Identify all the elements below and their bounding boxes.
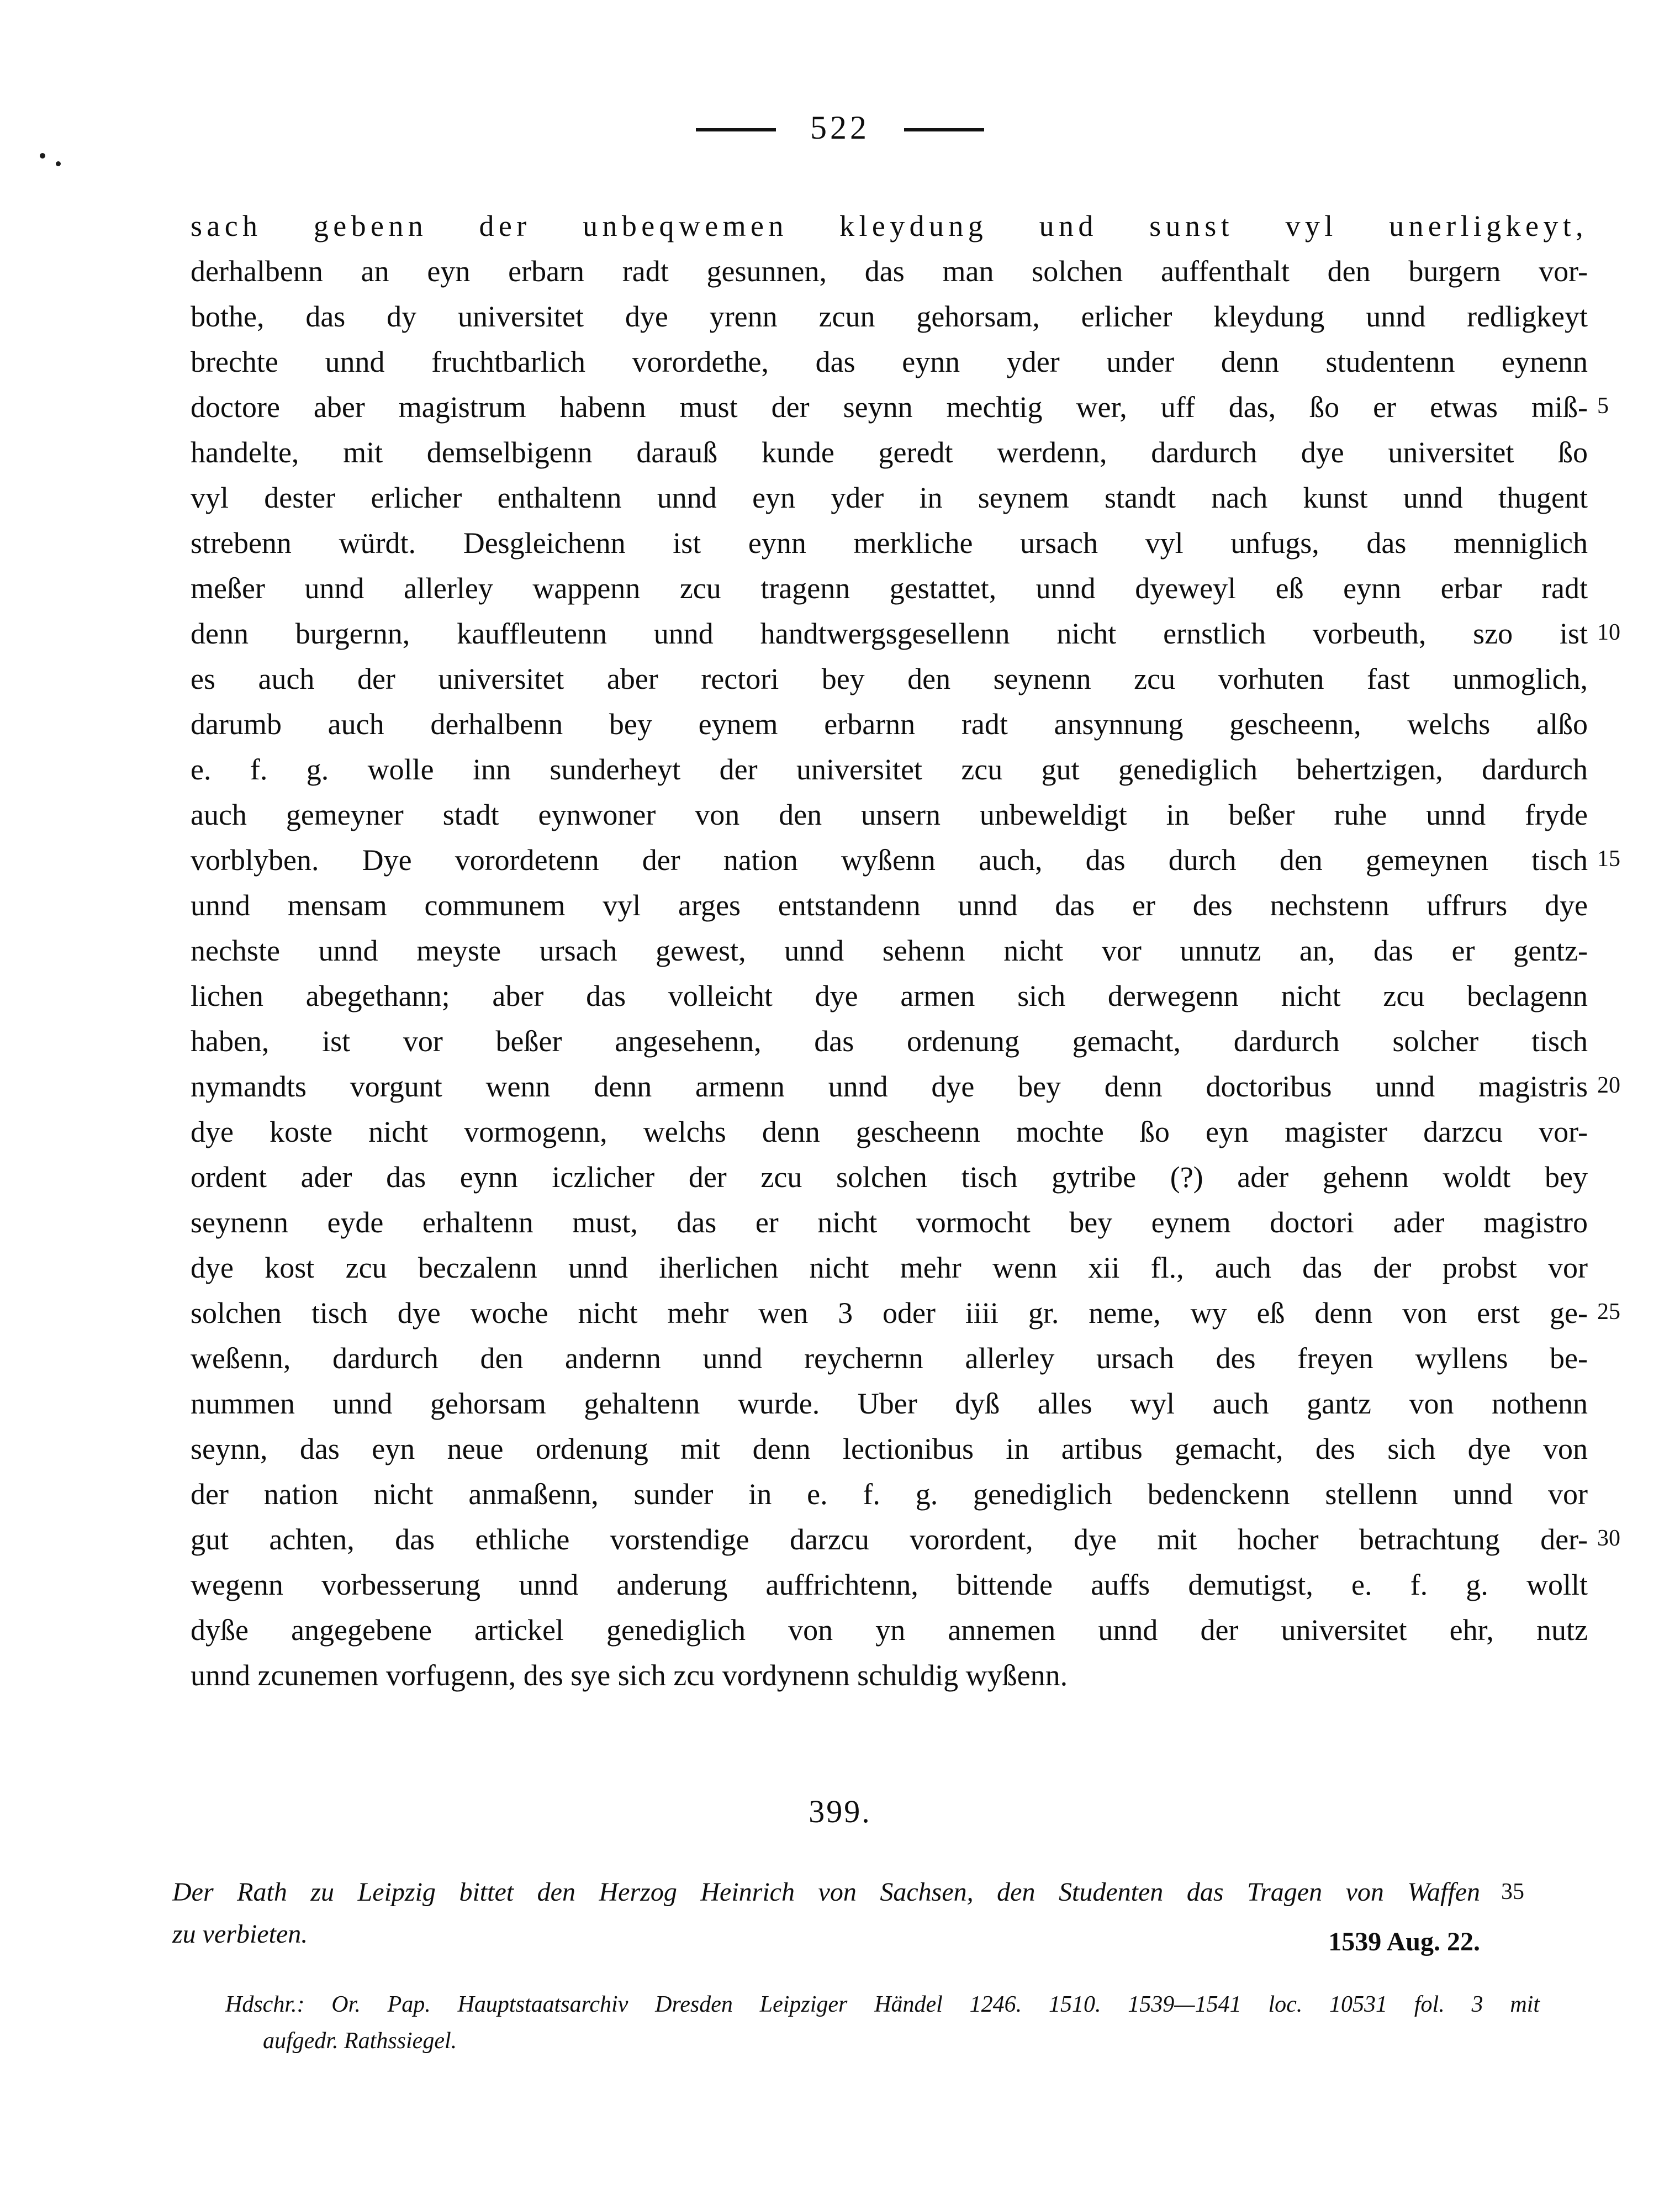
text-line: solchen tisch dye woche nicht mehr wen 3 oder iiii gr. neme, wy eß denn von erst ge- [191, 1296, 1588, 1330]
header-rule-left [696, 128, 776, 131]
margin-line-number: 25 [1597, 1299, 1620, 1325]
text-line: auch gemeyner stadt eynwoner von den unsern unbeweldigt in beßer ruhe unnd fryde [191, 798, 1588, 831]
text-line: unnd mensam communem vyl arges entstandenn unnd das er des nechstenn uffrurs dye [191, 889, 1588, 922]
source-note-line: Hdschr.: Or. Pap. Hauptstaatsarchiv Dresden Leipziger Händel 1246. 1510. 1539—1541 loc. 10531 fol. 3 mit [225, 1992, 1540, 2017]
document-date: 1539 Aug. 22. [1328, 1927, 1480, 1956]
page-number: 522 [810, 109, 870, 146]
margin-line-number: 10 [1597, 620, 1620, 645]
margin-line-number: 20 [1597, 1073, 1620, 1098]
text-line: der nation nicht anmaßenn, sunder in e. f. g. genediglich bedenckenn stellenn unnd vor [191, 1478, 1588, 1511]
ink-speck [40, 153, 45, 159]
text-line: lichen abegethann; aber das volleicht dye armen sich derwegenn nicht zcu beclagenn [191, 979, 1588, 1012]
text-line: ordent ader das eynn iczlicher der zcu solchen tisch gytribe (?) ader gehenn woldt bey [191, 1161, 1588, 1194]
text-line: bothe, das dy universitet dye yrenn zcun gehorsam, erlicher kleydung unnd redligkeyt [191, 300, 1588, 333]
text-line: doctore aber magistrum habenn must der seynn mechtig wer, uff das, ßo er etwas miß- [191, 391, 1588, 424]
regest-line: zu verbieten. [172, 1919, 308, 1949]
section-number: 399. [809, 1794, 871, 1829]
page-header [0, 109, 1680, 146]
margin-line-number: 35 [1501, 1879, 1524, 1905]
text-line: es auch der universitet aber rectori bey den seynenn zcu vorhuten fast unmoglich, [191, 662, 1588, 695]
margin-line-number: 30 [1597, 1526, 1620, 1551]
regest-line: Der Rath zu Leipzig bittet den Herzog Heinrich von Sachsen, den Studenten das Tragen von Waffen [172, 1877, 1480, 1907]
text-line: nymandts vorgunt wenn denn armenn unnd dye bey denn doctoribus unnd magistris [191, 1070, 1588, 1103]
text-line: weßenn, dardurch den andernn unnd reychernn allerley ursach des freyen wyllens be- [191, 1342, 1588, 1375]
text-line: nummen unnd gehorsam gehaltenn wurde. Uber dyß alles wyl auch gantz von nothenn [191, 1387, 1588, 1420]
text-line: seynenn eyde erhaltenn must, das er nicht vormocht bey eynem doctori ader magistro [191, 1206, 1588, 1239]
text-line: e. f. g. wolle inn sunderheyt der universitet zcu gut genediglich behertzigen, dardurch [191, 753, 1588, 786]
text-line: wegenn vorbesserung unnd anderung auffrichtenn, bittende auffs demutigst, e. f. g. wollt [191, 1568, 1588, 1601]
margin-line-number: 5 [1597, 393, 1609, 419]
text-line: handelte, mit demselbigenn darauß kunde geredt werdenn, dardurch dye universitet ßo [191, 436, 1588, 469]
text-line: dyße angegebene artickel genediglich von yn annemen unnd der universitet ehr, nutz [191, 1613, 1588, 1647]
text-line: meßer unnd allerley wappenn zcu tragenn gestattet, unnd dyeweyl eß eynn erbar radt [191, 572, 1588, 605]
margin-line-number: 15 [1597, 846, 1620, 872]
text-line: denn burgernn, kauffleutenn unnd handtwergsgesellenn nicht ernstlich vorbeuth, szo ist [191, 617, 1588, 650]
text-line: darumb auch derhalbenn bey eynem erbarnn radt ansynnung gescheenn, welchs alßo [191, 708, 1588, 741]
text-line: haben, ist vor beßer angesehenn, das ordenung gemacht, dardurch solcher tisch [191, 1025, 1588, 1058]
text-line: sach gebenn der unbeqwemen kleydung und sunst vyl unerligkeyt, [191, 209, 1588, 242]
text-line: nechste unnd meyste ursach gewest, unnd sehenn nicht vor unnutz an, das er gentz- [191, 934, 1588, 967]
text-line: seynn, das eyn neue ordenung mit denn lectionibus in artibus gemacht, des sich dye von [191, 1432, 1588, 1465]
source-note-line: aufgedr. Rathssiegel. [263, 2028, 457, 2054]
text-line: dye koste nicht vormogenn, welchs denn gescheenn mochte ßo eyn magister darzcu vor- [191, 1115, 1588, 1148]
text-line: vyl dester erlicher enthaltenn unnd eyn yder in seynem standt nach kunst unnd thugent [191, 481, 1588, 514]
text-line: strebenn würdt. Desgleichenn ist eynn merkliche ursach vyl unfugs, das menniglich [191, 526, 1588, 560]
text-line: derhalbenn an eyn erbarn radt gesunnen, das man solchen auffenthalt den burgern vor- [191, 255, 1588, 288]
text-line: gut achten, das ethliche vorstendige darzcu vorordent, dye mit hocher betrachtung der- [191, 1523, 1588, 1556]
text-line: dye kost zcu beczalenn unnd iherlichen nicht mehr wenn xii fl., auch das der probst vor [191, 1251, 1588, 1284]
text-line: brechte unnd fruchtbarlich vorordethe, das eynn yder under denn studentenn eynenn [191, 345, 1588, 378]
text-line: unnd zcunemen vorfugenn, des sye sich zcu vordynenn schuldig wyßenn. [191, 1659, 1068, 1692]
text-line: vorblyben. Dye vorordetenn der nation wyßenn auch, das durch den gemeynen tisch [191, 843, 1588, 877]
header-rule-right [904, 128, 984, 131]
source-note [225, 1986, 1540, 2059]
ink-speck [56, 161, 61, 166]
letter-text-block [191, 203, 1588, 1698]
